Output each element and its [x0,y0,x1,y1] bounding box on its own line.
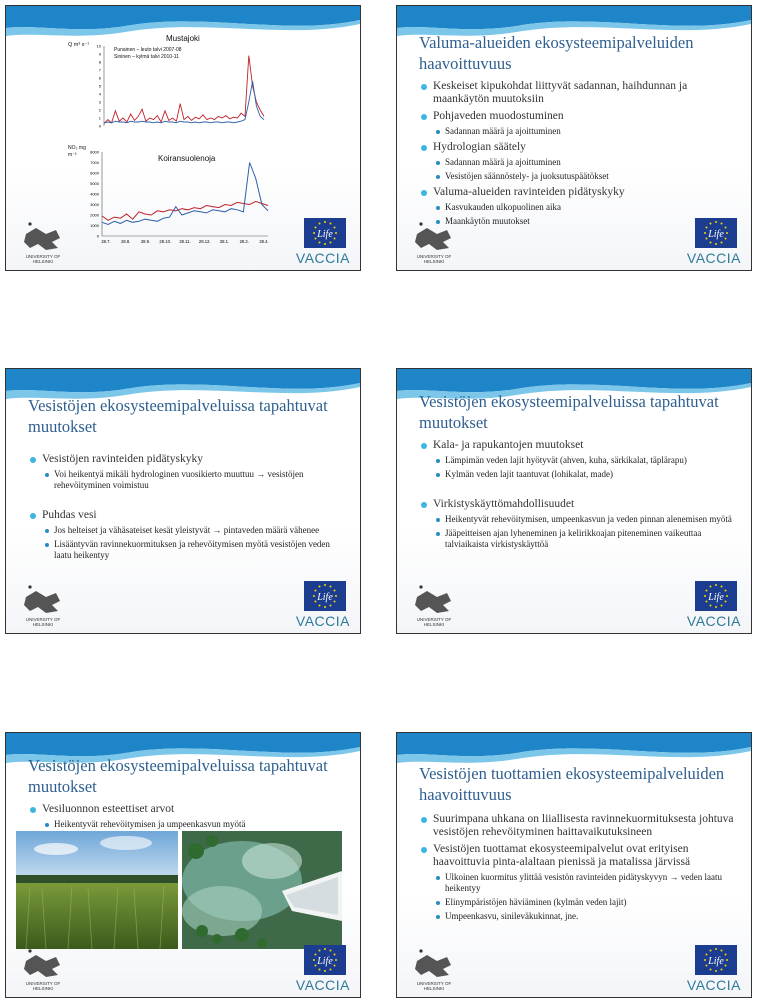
legend-blue: Sininen – kylmä talvi 2010-11 [114,54,179,60]
life-label: Life [317,956,333,967]
eu-star [721,242,723,244]
vaccia-logo: VACCIA [686,977,741,993]
eu-star [704,959,706,961]
eu-star [710,222,712,224]
y-tick-label: 6 [98,75,101,81]
eu-life-logo [695,218,737,248]
y-tick-label: 2 [98,107,101,113]
y-tick-label: 2000 [90,212,99,218]
eu-star [715,948,717,950]
x-tick-label: 28.8. [121,239,131,244]
bullet: Vesiluonnon esteettiset arvot [28,803,348,816]
slide-4[interactable] [396,368,752,634]
eu-life-logo [695,581,737,611]
eu-star [313,232,315,234]
sub-bullet: Heikentyvät rehevöitymisen ja umpeenkasvun myötä [28,819,348,830]
slide-body [28,799,348,830]
x-tick-label: 28.2. [239,239,249,244]
eu-star [314,954,316,956]
ylabel-text: NO₃ mg m⁻³ [68,145,86,158]
legend-red: Punainen – leuto talvi 2007-08 [114,47,182,53]
slide-title: Vesistöjen tuottamien ekosysteemipalveluiden haavoittuvuus [419,764,725,804]
sub-bullet: Kylmän veden lajit taantuvat (lohikalat, made) [419,469,739,480]
y-tick-label: 6000 [90,170,99,176]
eu-life-logo [695,945,737,975]
sub-bullet: Sadannan määrä ja ajoittuminen [419,126,739,137]
vaccia-logo: VACCIA [295,613,350,629]
eu-star [314,227,316,229]
y-tick-label: 7 [98,67,101,73]
slide-title: Vesistöjen ekosysteemipalveluissa tapahtuvat muutokset [419,392,719,432]
slide-body [419,76,739,227]
sub-bullet: Lisääntyvän ravinnekuormituksen ja rehevöitymisen myötä vesistöjen veden laatu heikentyy [28,539,348,561]
eu-star [335,232,337,234]
sub-bullet: Ulkoinen kuormitus ylittää vesistön ravinteiden pidätyskyvyn → veden laatu heikentyy [419,872,739,894]
eu-star [324,606,326,608]
bullet: Pohjaveden muodostuminen [419,110,739,123]
vaccia-logo: VACCIA [686,250,741,266]
algae-pond-photo [182,831,342,949]
eu-star [721,969,723,971]
eu-life-logo [304,945,346,975]
bullet: Kala- ja rapukantojen muutokset [419,439,739,452]
eu-star [319,949,321,951]
university-name: UNIVERSITY OF HELSINKI [416,617,452,627]
x-tick-label: 28.1. [219,239,230,244]
eu-star [324,584,326,586]
y-tick-label: 1 [98,115,101,121]
eu-star [314,601,316,603]
eu-star [726,595,728,597]
eu-star [334,965,336,967]
eu-star [334,590,336,592]
slide-title: Vesistöjen ekosysteemipalveluissa tapahtuvat muutokset [28,756,328,796]
eu-star [314,238,316,240]
sub-bullet: Kasvukauden ulkopuolinen aika [419,202,739,213]
eu-star [721,585,723,587]
eu-star [715,606,717,608]
chart-mustajoki-ylabel: Q m³ s⁻¹ [68,42,90,48]
eu-star [319,222,321,224]
eu-star [715,970,717,972]
eu-star [704,232,706,234]
x-tick-label: 28.12. [198,239,211,244]
slide-body [419,435,739,550]
eu-star [314,590,316,592]
university-name: UNIVERSITY OF HELSINKI [416,981,452,991]
slide-2[interactable] [396,5,752,271]
slide-body [419,809,739,922]
slide-title: Valuma-alueiden ekosysteemipalveluiden haavoittuvuus [419,33,694,73]
slide-body [28,449,348,561]
sub-bullet: Maankäytön muutokset [419,216,739,227]
sub-bullet: Voi heikentyä mikäli hydrologinen vuosikierto muuttuu → vesistöjen rehevöityminen voimistuu [28,469,348,491]
sub-bullet: Elinympäristöjen häviäminen (kylmän veden lajit) [419,897,739,908]
eu-star [705,954,707,956]
eu-star [319,969,321,971]
bullet: Hydrologian säätely [419,141,739,154]
university-name: UNIVERSITY OF HELSINKI [25,254,61,264]
eu-star [334,238,336,240]
y-tick-label: 1000 [90,223,99,228]
eu-star [710,585,712,587]
eu-star [324,948,326,950]
eu-star [324,970,326,972]
sub-bullet: Jääpeitteisen ajan lyheneminen ja kelirikkoajan piteneminen vaikeuttaa talviaikaista virkistyskäyttöä [419,528,739,550]
slide-3[interactable] [5,368,361,634]
vaccia-logo: VACCIA [295,977,350,993]
eu-star [335,959,337,961]
eu-star [335,595,337,597]
y-tick-label: 5 [98,83,101,89]
eu-star [705,227,707,229]
life-label: Life [708,592,724,603]
koiransuolenoja-blue-series [102,163,268,225]
eu-star [314,965,316,967]
eu-star [330,949,332,951]
eu-star [710,969,712,971]
bullet: Vesistöjen tuottamat ekosysteemipalvelut ovat erityisen haavoittuvia pinta-alaltaan pienissä ja matalissa järvissä [419,843,739,869]
x-tick-label: 28.4. [259,239,269,244]
eu-life-logo [304,218,346,248]
life-label: Life [708,229,724,240]
eu-star [710,242,712,244]
eu-star [330,222,332,224]
eu-star [725,227,727,229]
eu-star [705,238,707,240]
bullet: Suurimpana uhkana on liiallisesta ravinnekuormituksesta johtuva vesistöjen rehevöityminen haittavaikutuksineen [419,813,739,839]
eu-life-logo [304,581,346,611]
bullet: Keskeiset kipukohdat liittyvät sadannan, haihdunnan ja maankäytön muutoksiin [419,80,739,106]
x-tick-label: 28.11. [179,239,191,244]
eu-star [705,601,707,603]
eu-star [715,584,717,586]
slide-6[interactable] [396,732,752,998]
bullet: Virkistyskäyttömahdollisuudet [419,498,739,511]
y-tick-label: 4 [98,91,101,97]
y-tick-label: 10 [96,43,101,49]
eu-star [330,969,332,971]
vaccia-logo: VACCIA [686,613,741,629]
sub-bullet: Jos helteiset ja vähäsateiset kesät yleistyvät → pintaveden määrä vähenee [28,525,348,536]
eu-star [330,605,332,607]
eu-star [710,605,712,607]
eu-star [705,590,707,592]
sub-bullet: Vesistöjen säännöstely- ja juoksutuspäätökset [419,171,739,182]
eu-star [319,585,321,587]
university-name: UNIVERSITY OF HELSINKI [25,981,61,991]
eu-star [726,959,728,961]
y-tick-label: 3000 [90,202,99,207]
slide-1[interactable] [5,5,361,271]
eu-star [319,242,321,244]
eu-star [334,954,336,956]
bullet: Valuma-alueiden ravinteiden pidätyskyky [419,186,739,199]
eu-star [334,601,336,603]
y-tick-label: 8 [98,59,101,65]
chart-mustajoki-title: Mustajoki [166,34,200,43]
life-label: Life [317,592,333,603]
eu-star [721,605,723,607]
mustajoki-blue-series [104,81,264,123]
y-tick-label: 4000 [90,191,99,197]
bullet: Puhdas vesi [28,509,348,522]
eu-star [324,243,326,245]
eu-star [725,954,727,956]
sub-bullet: Umpeenkasvu, sinileväkukinnat, jne. [419,911,739,922]
slide-5[interactable] [5,732,361,998]
life-label: Life [317,229,333,240]
y-tick-label: 0 [98,123,101,129]
eu-star [313,595,315,597]
eu-star [715,243,717,245]
x-tick-label: 28.10. [159,239,172,244]
y-tick-label: 3 [98,99,101,105]
x-tick-label: 28.7. [101,239,111,244]
eu-star [725,965,727,967]
x-tick-label: 28.9. [140,239,151,244]
y-tick-label: 9 [98,51,101,57]
eu-star [324,221,326,223]
y-tick-label: 5000 [90,181,99,186]
sub-bullet: Lämpimän veden lajit hyötyvät (ahven, kuha, särkikalat, täplärapu) [419,455,739,466]
university-name: UNIVERSITY OF HELSINKI [25,617,61,627]
chart-mustajoki-legend [114,47,182,61]
y-tick-label: 8000 [90,149,99,155]
sub-bullet: Heikentyvät rehevöitymisen, umpeenkasvun ja veden pinnan alenemisen myötä [419,514,739,525]
y-tick-label: 0 [96,233,99,239]
eu-star [715,221,717,223]
eu-star [725,590,727,592]
eu-star [334,227,336,229]
university-name: UNIVERSITY OF HELSINKI [416,254,452,264]
eu-star [726,232,728,234]
eu-star [330,585,332,587]
y-tick-label: 7000 [90,160,99,165]
eu-star [721,949,723,951]
eu-star [725,238,727,240]
eu-star [705,965,707,967]
slide-title: Vesistöjen ekosysteemipalveluissa tapahtuvat muutokset [28,396,328,436]
eu-star [330,242,332,244]
vaccia-logo: VACCIA [295,250,350,266]
sub-bullet: Sadannan määrä ja ajoittuminen [419,157,739,168]
eu-star [725,601,727,603]
reed-field-photo [16,831,178,949]
eu-star [313,959,315,961]
life-label: Life [708,956,724,967]
bullet: Vesistöjen ravinteiden pidätyskyky [28,453,348,466]
chart-koiransuolenoja-title: Koiransuolenoja [158,154,216,163]
eu-star [704,595,706,597]
chart-koiransuolenoja [76,146,276,252]
eu-star [710,949,712,951]
eu-star [721,222,723,224]
eu-star [319,605,321,607]
mustajoki-red-series [104,56,264,124]
